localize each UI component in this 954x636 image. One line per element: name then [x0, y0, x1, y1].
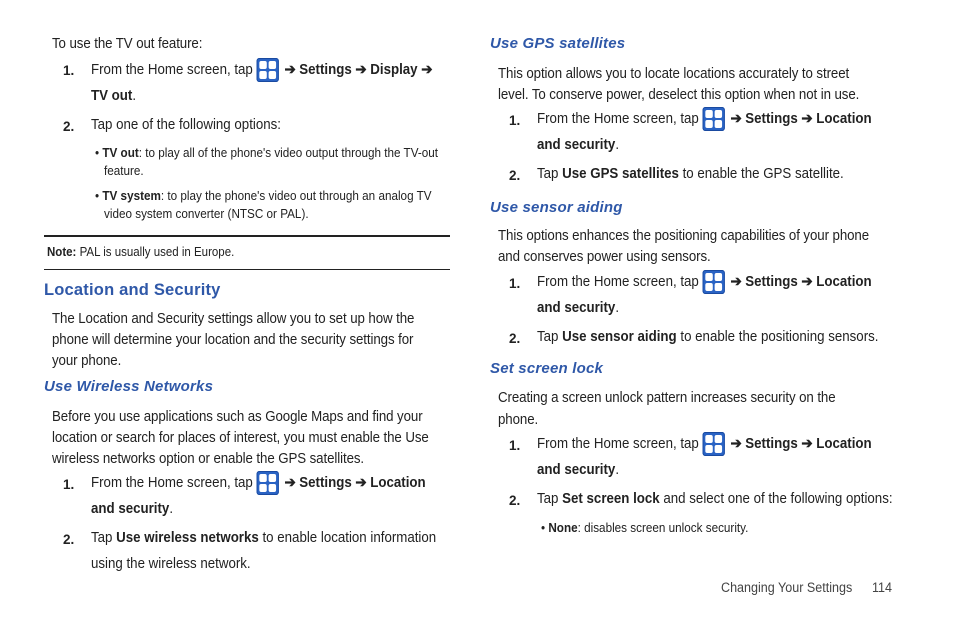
tv-step2: Tap one of the following options: [91, 117, 281, 133]
wireless-step2-number: 2. [63, 532, 75, 547]
wireless-para-line1: Before you use applications such as Google Maps and find your [52, 409, 423, 425]
gps-step1: From the Home screen, tap ➔ Settings ➔ Location [537, 106, 872, 132]
bullet-tv-out: • TV out: to play all of the phone's video output through the TV-out [95, 145, 439, 160]
lock-para-line1: Creating a screen unlock pattern increases security on the [498, 390, 836, 406]
bullet-tv-system: • TV system: to play the phone's video out through an analog TV [95, 188, 432, 203]
wireless-step2: Tap Use wireless networks to enable location information [91, 530, 437, 546]
sensor-para-line2: and conserves power using sensors. [498, 249, 711, 265]
lock-step2-number: 2. [509, 493, 521, 508]
lock-step2: Tap Set screen lock and select one of the following options: [537, 491, 893, 507]
lock-step1: From the Home screen, tap ➔ Settings ➔ Location [537, 431, 872, 457]
subsection-title-sensor: Use sensor aiding [490, 199, 623, 216]
note-box [44, 235, 450, 270]
applications-grid-icon [703, 432, 725, 456]
sensor-step2: Tap Use sensor aiding to enable the positioning sensors. [537, 329, 879, 345]
wireless-step1-number: 1. [63, 477, 75, 492]
gps-para-line1: This option allows you to locate locations accurately to street [498, 66, 850, 82]
subsection-title-gps: Use GPS satellites [490, 35, 626, 52]
lock-step1-number: 1. [509, 438, 521, 453]
footer-section-name: Changing Your Settings [721, 580, 853, 595]
tv-step1-line2: TV out. [91, 88, 137, 104]
applications-grid-icon [703, 107, 725, 131]
subsection-title-screen-lock: Set screen lock [490, 360, 604, 377]
tv-out-intro: To use the TV out feature: [52, 36, 203, 52]
applications-grid-icon [703, 270, 725, 294]
gps-step1-number: 1. [509, 113, 521, 128]
sensor-step1-line2: and security. [537, 300, 620, 316]
bullet-tv-out-line2: feature. [104, 163, 144, 178]
sensor-step2-number: 2. [509, 331, 521, 346]
wireless-para-line2: location or search for places of interest, you must enable the Use [52, 430, 429, 446]
section-para-line1: The Location and Security settings allow you to set up how the [52, 311, 415, 327]
section-para-line3: your phone. [52, 353, 122, 369]
applications-grid-icon [257, 58, 279, 82]
gps-step2-number: 2. [509, 168, 521, 183]
wireless-step1: From the Home screen, tap ➔ Settings ➔ Location [91, 470, 426, 496]
tv-step2-number: 2. [63, 119, 75, 134]
footer-page-number: 114 [872, 580, 893, 595]
subsection-title-wireless: Use Wireless Networks [44, 378, 214, 395]
gps-step1-line2: and security. [537, 137, 620, 153]
tv-step1: From the Home screen, tap ➔ Settings ➔ Display ➔ [91, 57, 432, 83]
gps-step2: Tap Use GPS satellites to enable the GPS satellite. [537, 166, 844, 182]
sensor-para-line1: This options enhances the positioning capabilities of your phone [498, 228, 870, 244]
section-para-line2: phone will determine your location and the security settings for [52, 332, 414, 348]
wireless-step1-line2: and security. [91, 501, 174, 517]
lock-para-line2: phone. [498, 412, 539, 428]
sensor-step1: From the Home screen, tap ➔ Settings ➔ Location [537, 269, 872, 295]
section-title-location-security: Location and Security [44, 281, 221, 299]
bullet-tv-system-line2: video system converter (NTSC or PAL). [104, 206, 309, 221]
bullet-none: • None: disables screen unlock security. [541, 520, 749, 535]
tv-step1-number: 1. [63, 63, 75, 78]
gps-para-line2: level. To conserve power, deselect this option when not in use. [498, 87, 860, 103]
sensor-step1-number: 1. [509, 276, 521, 291]
wireless-para-line3: wireless networks option or enable the GPS satellites. [52, 451, 365, 467]
wireless-step2-line2: using the wireless network. [91, 556, 251, 572]
lock-step1-line2: and security. [537, 462, 620, 478]
applications-grid-icon [257, 471, 279, 495]
note-text: Note: PAL is usually used in Europe. [47, 245, 235, 259]
